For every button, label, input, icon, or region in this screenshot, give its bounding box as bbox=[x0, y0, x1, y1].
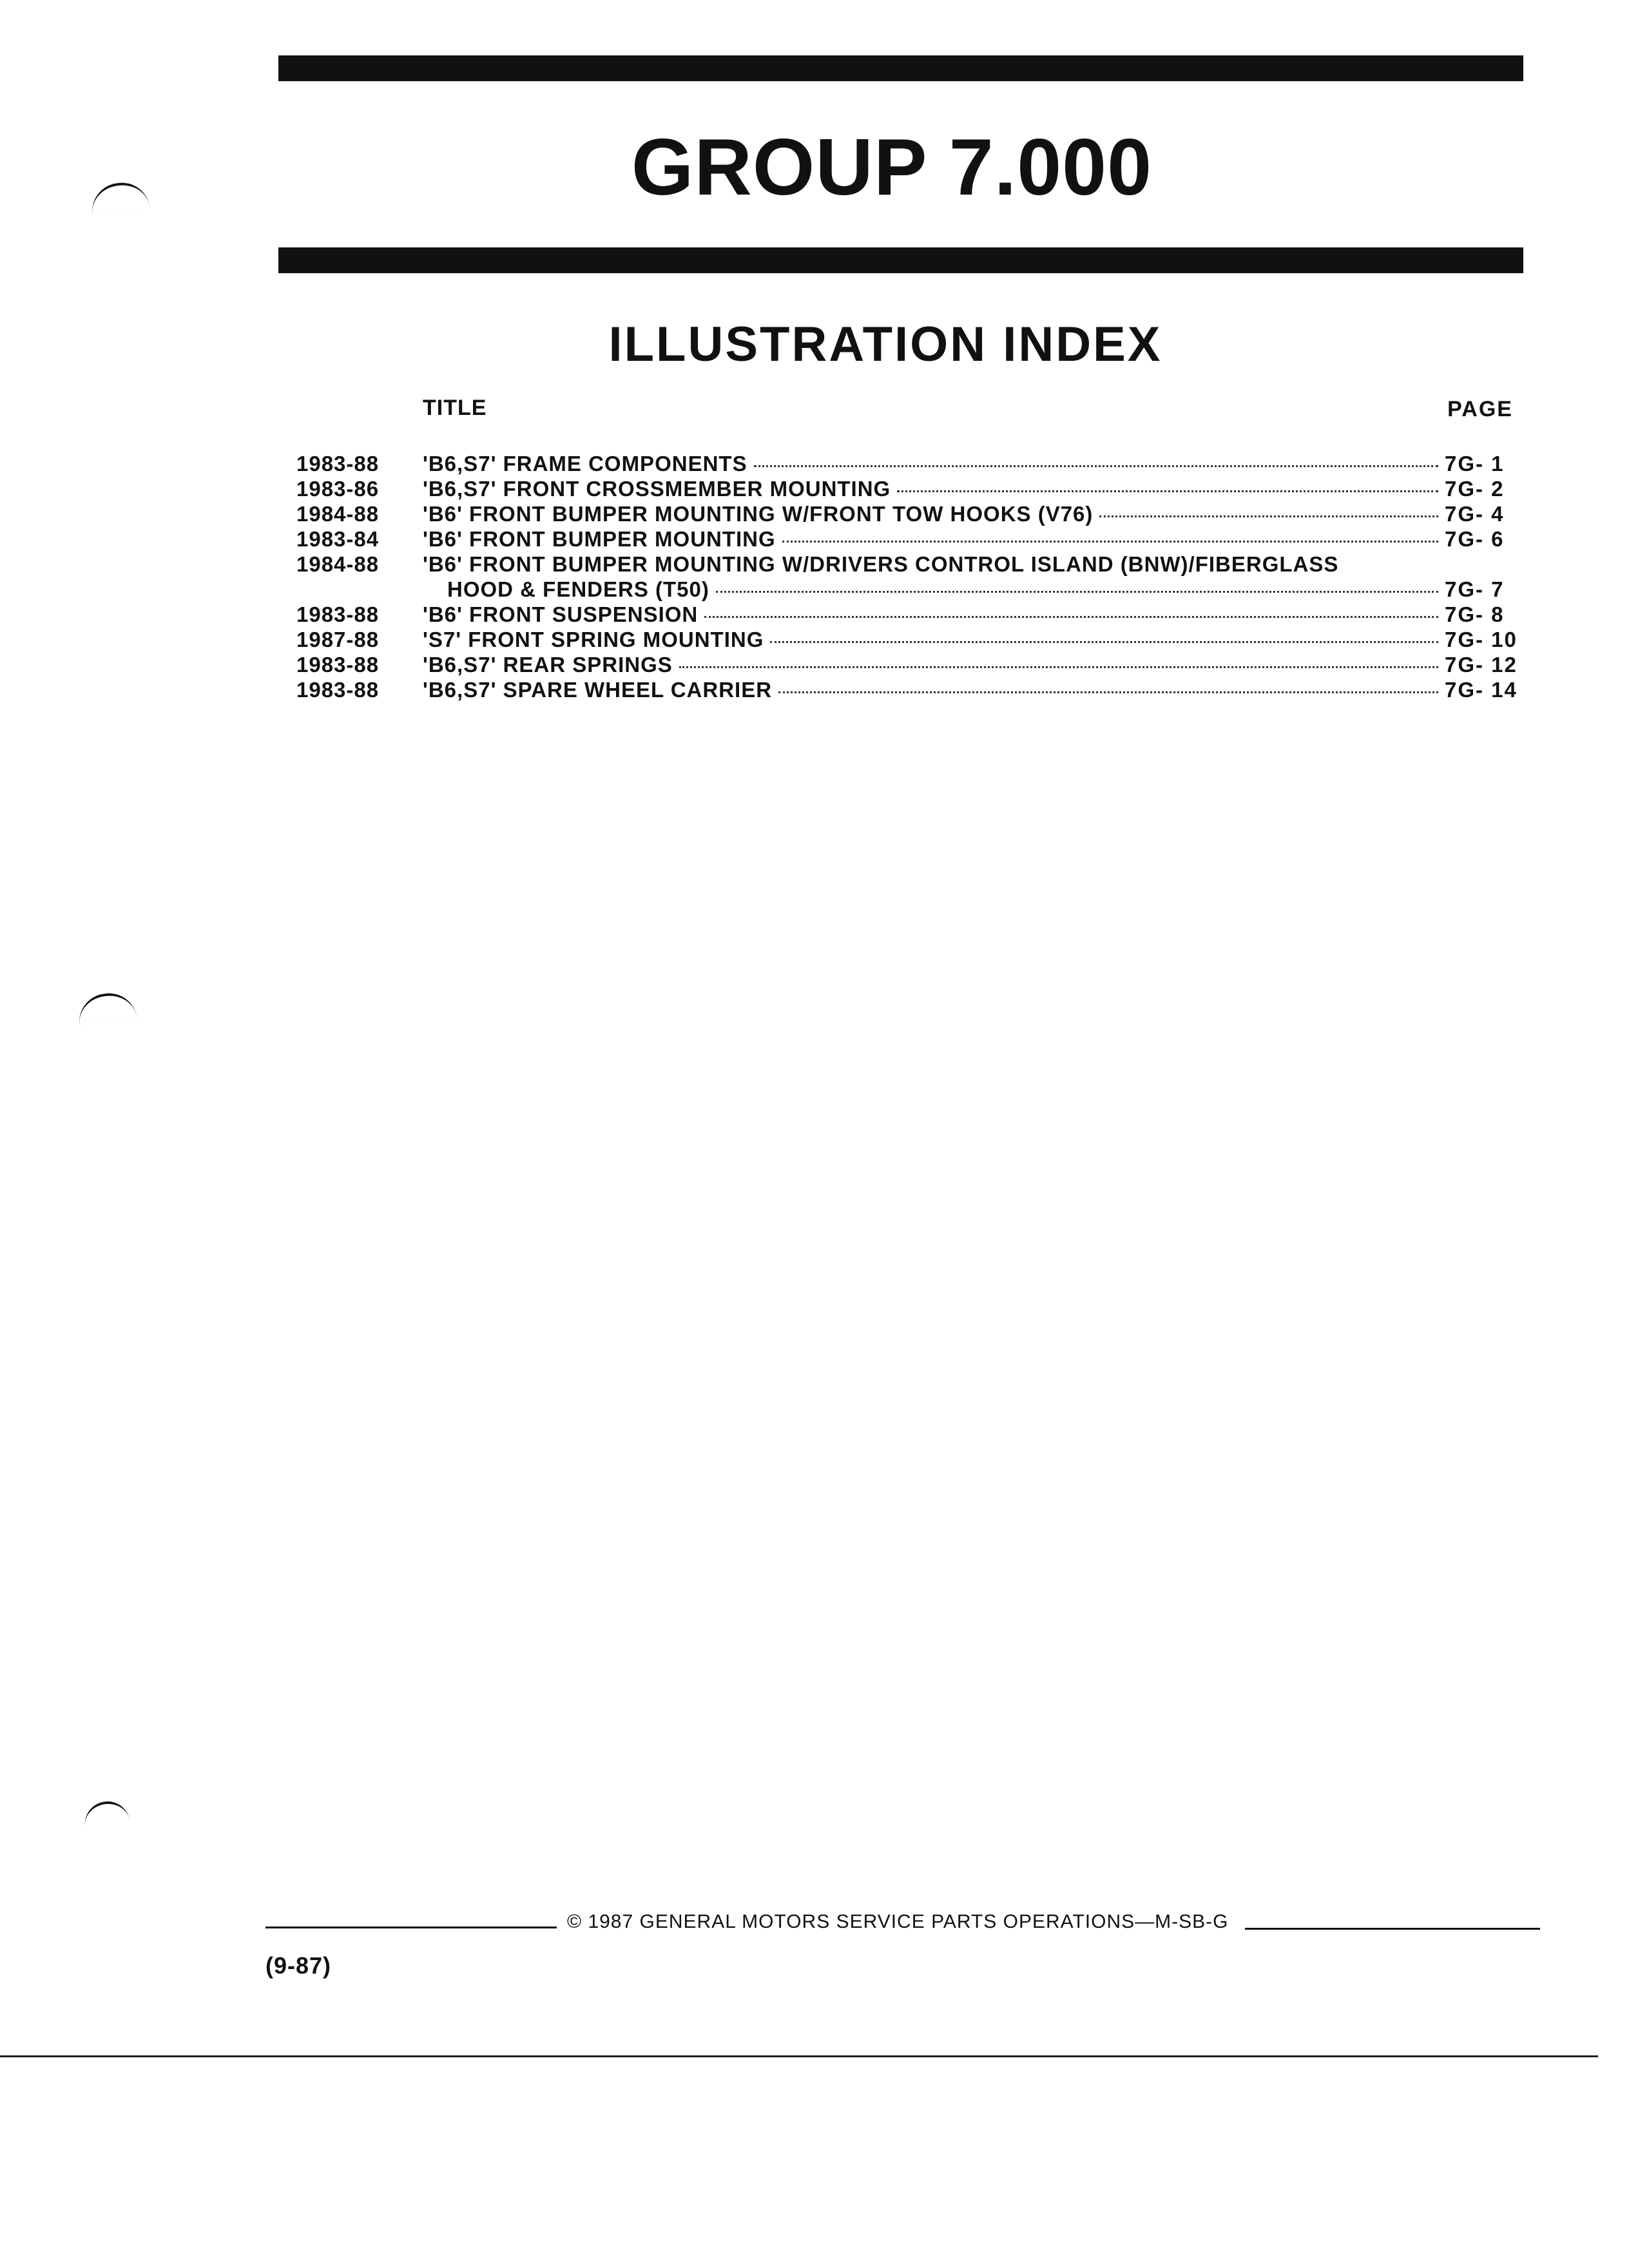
dot-leader bbox=[704, 616, 1438, 618]
header-bar-top bbox=[278, 55, 1523, 81]
dot-leader bbox=[770, 641, 1438, 643]
dot-leader bbox=[716, 591, 1438, 593]
dot-leader bbox=[1099, 515, 1438, 517]
punch-hole-mark bbox=[82, 1798, 130, 1832]
column-header-title: TITLE bbox=[423, 396, 487, 420]
index-years: 1983-88 bbox=[296, 653, 380, 677]
dot-leader bbox=[897, 490, 1438, 492]
copyright-notice: © 1987 GENERAL MOTORS SERVICE PARTS OPERATIONS—M-SB-G bbox=[567, 1911, 1229, 1932]
dot-leader bbox=[679, 666, 1438, 668]
index-title-text: 'B6,S7' FRAME COMPONENTS bbox=[423, 452, 747, 476]
dot-leader bbox=[782, 541, 1438, 543]
index-title-text: 'B6' FRONT BUMPER MOUNTING W/FRONT TOW HOOKS (V76) bbox=[423, 502, 1094, 526]
revision-date: (9-87) bbox=[265, 1952, 332, 1979]
index-row bbox=[296, 526, 1521, 552]
index-row bbox=[296, 476, 1521, 501]
index-page: 7G- 2 bbox=[1445, 477, 1505, 501]
index-title-text: 'S7' FRONT SPRING MOUNTING bbox=[423, 628, 764, 651]
index-title-text-continued: HOOD & FENDERS (T50) bbox=[447, 577, 709, 601]
index-title-text: 'B6' FRONT BUMPER MOUNTING W/DRIVERS CONTROL ISLAND (BNW)/FIBERGLASS bbox=[423, 552, 1339, 576]
index-title-text: 'B6,S7' REAR SPRINGS bbox=[423, 653, 673, 677]
index-years: 1983-88 bbox=[296, 452, 380, 476]
index-list bbox=[296, 451, 1521, 702]
index-page: 7G- 6 bbox=[1445, 527, 1505, 551]
index-years: 1984-88 bbox=[296, 502, 380, 526]
index-page: 7G- 7 bbox=[1445, 577, 1505, 601]
footer-rule-left bbox=[265, 1927, 557, 1928]
page-bottom-rule bbox=[0, 2055, 1598, 2057]
index-title-text: 'B6' FRONT BUMPER MOUNTING bbox=[423, 527, 776, 551]
index-row bbox=[296, 552, 1521, 602]
index-title: ILLUSTRATION INDEX bbox=[608, 317, 1162, 372]
index-title-text: 'B6,S7' SPARE WHEEL CARRIER bbox=[423, 678, 773, 702]
footer-rule-right bbox=[1245, 1928, 1540, 1930]
index-page: 7G- 4 bbox=[1445, 502, 1505, 526]
index-row bbox=[296, 627, 1521, 652]
index-row bbox=[296, 602, 1521, 627]
header-bar-bottom bbox=[278, 247, 1523, 273]
group-title: GROUP 7.000 bbox=[631, 123, 1153, 212]
punch-hole-mark bbox=[75, 990, 137, 1026]
index-page: 7G- 8 bbox=[1445, 602, 1505, 626]
dot-leader bbox=[778, 691, 1438, 693]
index-page: 7G- 10 bbox=[1445, 628, 1518, 651]
index-title-text: 'B6' FRONT SUSPENSION bbox=[423, 602, 699, 626]
index-page: 7G- 12 bbox=[1445, 653, 1518, 677]
index-years: 1984-88 bbox=[296, 552, 380, 576]
index-page: 7G- 14 bbox=[1445, 678, 1518, 702]
index-years: 1987-88 bbox=[296, 628, 380, 651]
index-row bbox=[296, 652, 1521, 677]
index-page: 7G- 1 bbox=[1445, 452, 1505, 476]
index-row bbox=[296, 451, 1521, 476]
index-years: 1983-88 bbox=[296, 678, 380, 702]
index-title-text: 'B6,S7' FRONT CROSSMEMBER MOUNTING bbox=[423, 477, 891, 501]
column-header-page: PAGE bbox=[1447, 397, 1513, 421]
index-years: 1983-88 bbox=[296, 602, 380, 626]
index-row bbox=[296, 677, 1521, 702]
index-years: 1983-86 bbox=[296, 477, 380, 501]
dot-leader bbox=[754, 465, 1438, 467]
index-row bbox=[296, 501, 1521, 526]
index-years: 1983-84 bbox=[296, 527, 380, 551]
